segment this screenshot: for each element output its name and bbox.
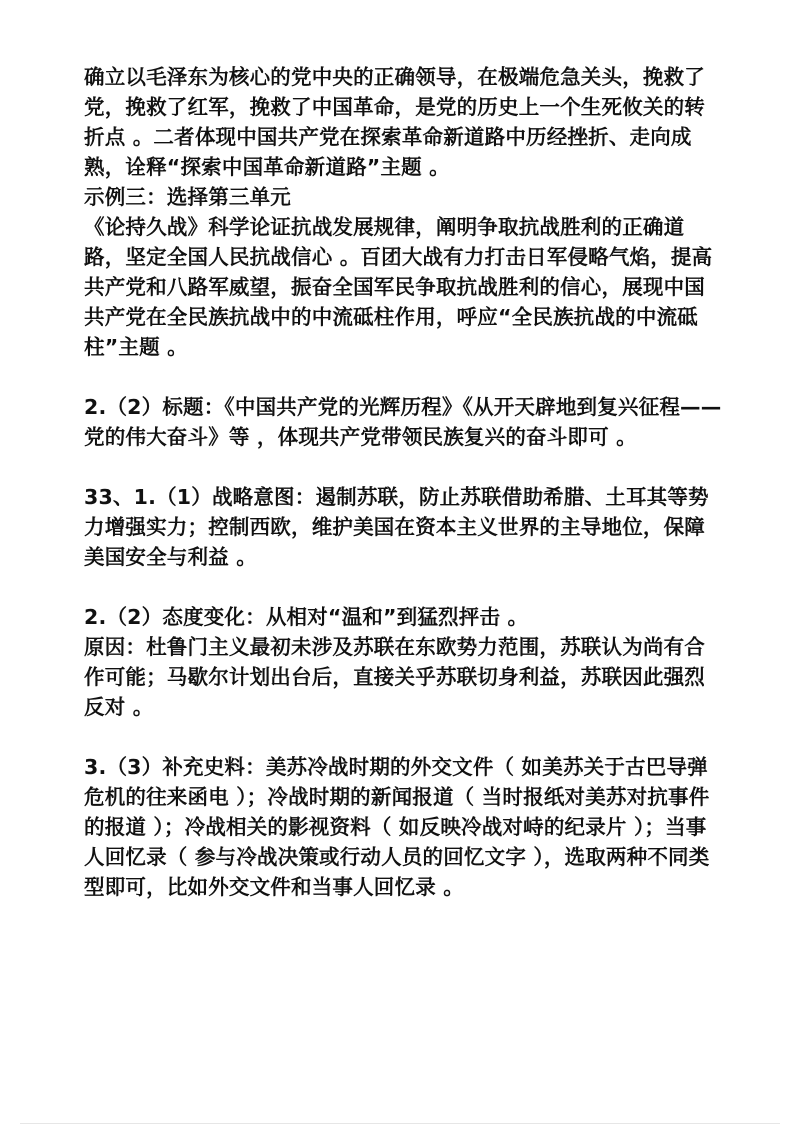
paragraph-spacer <box>84 362 724 392</box>
paragraph-question-33-2-reason: 原因：杜鲁门主义最初未涉及苏联在东欧势力范围，苏联认为尚有合作可能；马歇尔计划出台后，直接关乎苏联切身利益，苏联因此强烈反对 。 <box>84 635 705 719</box>
paragraph-spacer <box>84 572 724 602</box>
paragraph-example-three-heading: 示例三：选择第三单元 <box>84 185 291 209</box>
paragraph-question-33-1: 33、1.（1）战略意图：遏制苏联，防止苏联借助希腊、土耳其等势力增强实力；控制西欧，维护美国在资本主义世界的主导地位，保障美国安全与利益 。 <box>84 485 709 569</box>
paragraph-spacer <box>84 722 724 752</box>
page-bottom-divider <box>20 1123 780 1124</box>
paragraph-spacer <box>84 452 724 482</box>
answer-text-body <box>84 62 724 902</box>
paragraph-example-three-body: 《论持久战》科学论证抗战发展规律，阐明争取抗战胜利的正确道路，坚定全国人民抗战信心 。百团大战有力打击日军侵略气焰，提高共产党和八路军威望，振奋全国军民争取抗战胜利的信心，展现中国共产党在全民族抗战中的中流砥柱作用，呼应“全民族抗战的中流砥柱”主题 。 <box>84 215 713 359</box>
paragraph-question-33-3: 3.（3）补充史料：美苏冷战时期的外交文件（ 如美苏关于古巴导弹危机的往来函电 ）；冷战时期的新闻报道（ 当时报纸对美苏对抗事件的报道 ）；冷战相关的影视资料（ 如反映冷战对峙的纪录片 ）；当事人回忆录（ 参与冷战决策或行动人员的回忆文字 ），选取两种不同类型即可，比如外交文件和当事人回忆录 。 <box>84 755 710 899</box>
paragraph-question-2-2: 2.（2）标题：《中国共产党的光辉历程》《从开天辟地到复兴征程——党的伟大奋斗》等 ，体现共产党带领民族复兴的奋斗即可 。 <box>84 395 722 449</box>
paragraph-zunyi-conclusion: 确立以毛泽东为核心的党中央的正确领导，在极端危急关头，挽救了党，挽救了红军，挽救了中国革命，是党的历史上一个生死攸关的转折点 。二者体现中国共产党在探索革命新道路中历经挫折、走向成熟，诠释“探索中国革命新道路”主题 。 <box>84 65 705 179</box>
paragraph-question-33-2-attitude: 2.（2）态度变化：从相对“温和”到猛烈抨击 。 <box>84 605 529 629</box>
